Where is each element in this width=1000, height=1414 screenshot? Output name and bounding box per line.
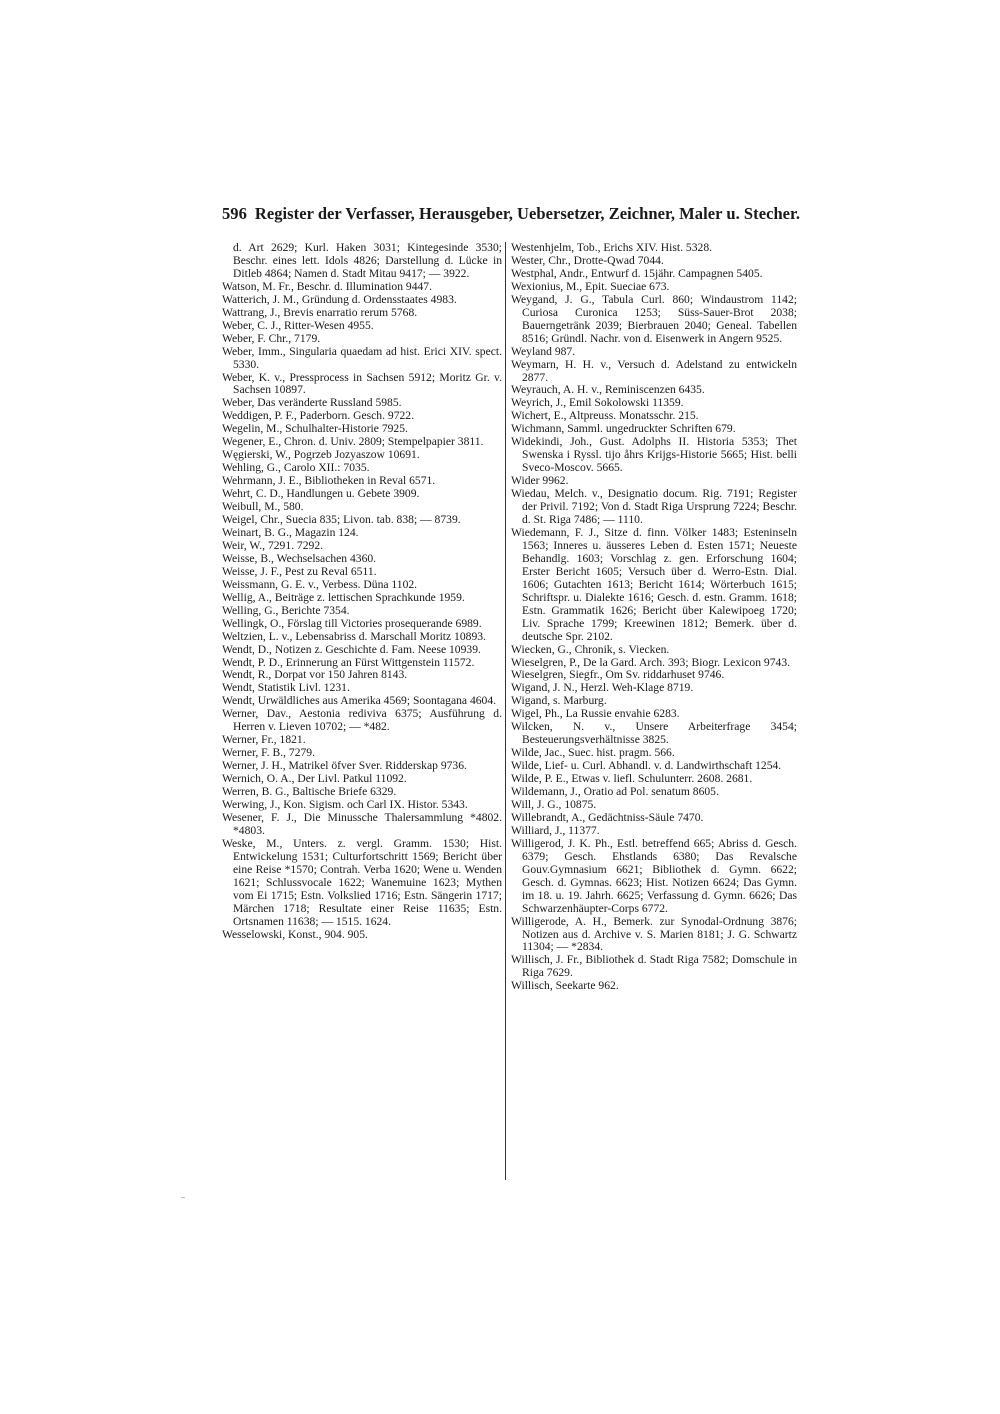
register-entry: Wehrt, C. D., Handlungen u. Gebete 3909. <box>222 487 420 501</box>
register-entry: Weigel, Chr., Suecia 835; Livon. tab. 838; — 8739. <box>222 513 461 527</box>
register-entry: Wieselgren, Siegfr., Om Sv. riddarhuset 9746. <box>511 668 725 682</box>
register-entry: Weber, F. Chr., 7179. <box>222 331 321 345</box>
register-entry: Widekindi, Joh., Gust. Adolphs II. Historia 5353; Thet Swenska i Ryssl. tijo åhrs Krijgs-Historie 5665; Hist. belli Sveco-Moscov. 5665. <box>511 435 797 475</box>
register-entry: Wegelin, M., Schulhalter-Historie 7925. <box>222 422 408 436</box>
register-entry: Wilde, Jac., Suec. hist. pragm. 566. <box>511 746 675 760</box>
register-entry: Westenhjelm, Tob., Erichs XIV. Hist. 5328. <box>511 241 713 254</box>
register-entry: Wendt, Urwäldliches aus Amerika 4569; Soontagana 4604. <box>222 694 497 708</box>
register-entry: Weisse, J. F., Pest zu Reval 6511. <box>222 564 377 578</box>
register-entry: Wieselgren, P., De la Gard. Arch. 393; Biogr. Lexicon 9743. <box>511 655 791 669</box>
register-entry: Weisse, B., Wechselsachen 4360. <box>222 551 377 565</box>
register-entry: Wigel, Ph., La Russie envahie 6283. <box>511 707 680 721</box>
register-entry: Westphal, Andr., Entwurf d. 15jähr. Campagnen 5405. <box>511 266 763 280</box>
register-entry: Weymarn, H. H. v., Versuch d. Adelstand zu entwickeln 2877. <box>511 357 797 384</box>
register-entry: Weyrich, J., Emil Sokolowski 11359. <box>511 396 684 410</box>
register-entry: Wendt, D., Notizen z. Geschichte d. Fam. Neese 10939. <box>222 642 481 656</box>
register-entry: Weske, M., Unters. z. vergl. Gramm. 1530; Hist. Entwickelung 1531; Culturfortschritt 1569; Bericht über eine Reise *1570; Contrah. Verba 1620; Wene u. Wenden 1621; Schlussvocale 1622; Wanemuine 1623; Mythen vom Ei 1715; Estn. Volkslied 1716; Estn. Sängerin 1717; Märchen 1718; Resultate einer Reise 11635; Estn. Ortsnamen 11638; — 1515. 1624. <box>222 836 502 928</box>
register-entry: Wildemann, J., Oratio ad Pol. senatum 8605. <box>511 785 719 799</box>
register-entry: Wendt, Statistik Livl. 1231. <box>222 681 350 695</box>
register-entry: Wiedau, Melch. v., Designatio docum. Rig. 7191; Register der Privil. 7192; Von d. Stadt Riga Ursprung 7224; Beschr. d. St. Riga 7486; — 1110. <box>511 487 797 527</box>
register-entry: Wester, Chr., Drotte-Qwad 7044. <box>511 253 664 267</box>
register-entry: Weddigen, P. F., Paderborn. Gesch. 9722. <box>222 409 414 423</box>
register-entry: Werren, B. G., Baltische Briefe 6329. <box>222 785 397 799</box>
register-entry: Werner, F. B., 7279. <box>222 746 315 760</box>
register-entry: Weinart, B. G., Magazin 124. <box>222 525 359 539</box>
register-entry: Wellig, A., Beiträge z. lettischen Sprachkunde 1959. <box>222 590 465 604</box>
register-entry: Weyrauch, A. H. v., Reminiscenzen 6435. <box>511 383 705 397</box>
register-entry: Werner, J. H., Matrikel öfver Sver. Ridderskap 9736. <box>222 759 467 773</box>
register-entry: Williard, J., 11377. <box>511 823 600 837</box>
register-entry: Weissmann, G. E. v., Verbess. Düna 1102. <box>222 577 418 591</box>
register-entry: Will, J. G., 10875. <box>511 797 597 811</box>
register-entry: Willisch, J. Fr., Bibliothek d. Stadt Riga 7582; Domschule in Riga 7629. <box>511 953 797 980</box>
page-title: Register der Verfasser, Herausgeber, Uebersetzer, Zeichner, Maler u. Stecher. <box>254 204 801 223</box>
left-column <box>222 242 502 941</box>
register-entry: Willisch, Seekarte 962. <box>511 979 619 993</box>
column-divider <box>505 242 506 1180</box>
register-entry: Werner, Dav., Aestonia rediviva 6375; Ausführung d. Herren v. Lieven 10702; — *482. <box>222 707 502 734</box>
register-entry: Wigand, J. N., Herzl. Weh-Klage 8719. <box>511 681 694 695</box>
register-entry: Wesselowski, Konst., 904. 905. <box>222 927 368 941</box>
register-entry: Weyland 987. <box>511 344 576 358</box>
register-entry: Watson, M. Fr., Beschr. d. Illumination 9447. <box>222 279 432 293</box>
register-entry: Wexionius, M., Epit. Sueciae 673. <box>511 279 670 293</box>
register-entry: Wigand, s. Marburg. <box>511 694 607 708</box>
register-entry: Wendt, R., Dorpat vor 150 Jahren 8143. <box>222 668 408 682</box>
register-entry: Willigerode, A. H., Bemerk. zur Synodal-Ordnung 3876; Notizen aus d. Archive v. S. Marien 8181; J. G. Schwartz 11304; — *2834. <box>511 914 797 954</box>
register-entry: Weibull, M., 580. <box>222 500 304 514</box>
register-entry: Wernich, O. A., Der Livl. Patkul 11092. <box>222 772 407 786</box>
page-number: 596 <box>222 204 247 223</box>
register-entry: Wattrang, J., Brevis enarratio rerum 5768. <box>222 305 418 319</box>
register-entry: Wegener, E., Chron. d. Univ. 2809; Stempelpapier 3811. <box>222 435 484 449</box>
register-entry: Wilde, Lief- u. Curl. Abhandl. v. d. Landwirthschaft 1254. <box>511 759 782 773</box>
register-entry: Weltzien, L. v., Lebensabriss d. Marschall Moritz 10893. <box>222 629 486 643</box>
register-entry: Wichmann, Samml. ungedruckter Schriften 679. <box>511 422 736 436</box>
register-entry: Wichert, E., Altpreuss. Monatsschr. 215. <box>511 409 699 423</box>
register-entry: d. Art 2629; Kurl. Haken 3031; Kintegesinde 3530; Beschr. eines lett. Idols 4826; Darstellung d. Lücke in Ditleb 4864; Namen d. Stadt Mitau 9417; — 3922. <box>233 241 502 280</box>
register-entry: Weber, Imm., Singularia quaedam ad hist. Erici XIV. spect. 5330. <box>222 344 502 371</box>
register-entry: Werner, Fr., 1821. <box>222 733 306 747</box>
page-mark <box>181 1197 185 1198</box>
register-entry: Weygand, J. G., Tabula Curl. 860; Windaustrom 1142; Curiosa Curonica 1253; Süss-Sauer-Brot 2038; Bauerngetränk 2039; Bierbrauen 2040; Geneal. Tabellen 8516; Gründl. Nachr. von d. Eisenwerk in Angern 9525. <box>511 292 797 345</box>
register-entry: Wehling, G., Carolo XII.: 7035. <box>222 461 370 475</box>
register-entry: Willebrandt, A., Gedächtniss-Säule 7470. <box>511 810 704 824</box>
register-entry: Weber, Das veränderte Russland 5985. <box>222 396 402 410</box>
register-entry: Wehrmann, J. E., Bibliotheken in Reval 6571. <box>222 474 436 488</box>
register-entry: Weber, K. v., Pressprocess in Sachsen 5912; Moritz Gr. v. Sachsen 10897. <box>222 370 502 397</box>
register-entry: Weber, C. J., Ritter-Wesen 4955. <box>222 318 374 332</box>
register-entry: Wilcken, N. v., Unsere Arbeiterfrage 3454; Besteuerungsverhältnisse 3825. <box>511 720 797 747</box>
register-entry: Wiedemann, F. J., Sitze d. finn. Völker 1483; Esteninseln 1563; Inneres u. äusseres Leben d. Esten 1571; Neueste Behandlg. 1603; Vorschlag z. gen. Erforschung 1604; Erster Bericht 1605; Versuch über d. Werro-Estn. Dial. 1606; Gutachten 1613; Bericht 1614; Wörterbuch 1615; Schriftspr. u. Dialekte 1616; Gesch. d. estn. Gramm. 1618; Estn. Grammatik 1626; Bericht über Kalewipoeg 1720; Liv. Sprache 1799; Kreewinen 1812; Bemerk. über d. deutsche Spr. 2102. <box>511 525 797 643</box>
register-entry: Wilde, P. E., Etwas v. liefl. Schulunterr. 2608. 2681. <box>511 772 753 786</box>
register-entry: Wiecken, G., Chronik, s. Viecken. <box>511 642 670 656</box>
page-header <box>222 204 801 224</box>
register-entry: Wellingk, O., Förslag till Victories prosequerande 6989. <box>222 616 482 630</box>
register-entry: Wendt, P. D., Erinnerung an Fürst Wittgenstein 11572. <box>222 655 475 669</box>
right-column <box>511 242 797 993</box>
register-entry: Willigerod, J. K. Ph., Estl. betreffend 665; Abriss d. Gesch. 6379; Gesch. Ehstlands 6380; Das Revalsche Gouv.Gymnasium 6621; Bibliothek d. Gymn. 6622; Gesch. d. Gymnas. 6623; Hist. Notizen 6624; Das Gymn. im 18. u. 19. Jahrh. 6625; Verfassung d. Gymn. 6626; Das Schwarzenhäupter-Corps 6772. <box>511 836 797 915</box>
register-entry: Weir, W., 7291. 7292. <box>222 538 324 552</box>
register-entry: Watterich, J. M., Gründung d. Ordensstaates 4983. <box>222 292 457 306</box>
register-entry: Węgierski, W., Pogrzeb Jozyaszow 10691. <box>222 448 420 462</box>
register-entry: Wesener, F. J., Die Minussche Thalersammlung *4802. *4803. <box>222 810 502 837</box>
register-entry: Wider 9962. <box>511 474 569 488</box>
register-entry: Welling, G., Berichte 7354. <box>222 603 350 617</box>
register-entry: Werwing, J., Kon. Sigism. och Carl IX. Histor. 5343. <box>222 797 468 811</box>
